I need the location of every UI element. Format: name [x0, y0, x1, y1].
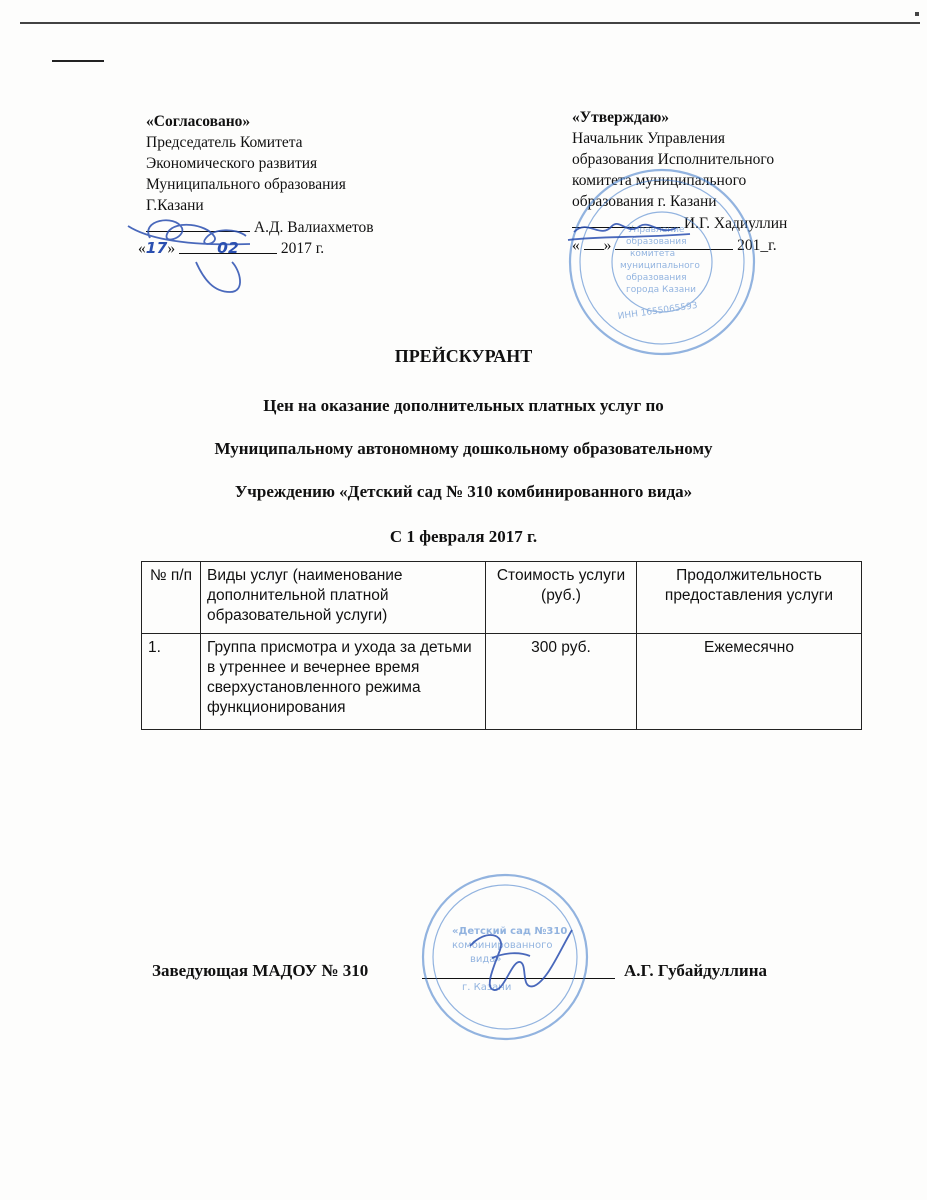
svg-text:образования: образования [626, 237, 687, 247]
svg-text:комитета: комитета [630, 249, 676, 259]
approval-approved-heading: «Утверждаю» [572, 109, 670, 126]
approval-agreed-heading: «Согласовано» [146, 113, 251, 130]
document-title: ПРЕЙСКУРАНТ [394, 346, 533, 366]
header-price: Стоимость услуги (руб.) [486, 562, 637, 634]
header-service: Виды услуг (наименование дополнительной платной образовательной услуги) [201, 562, 486, 634]
date-close-quote: » [603, 237, 612, 254]
approval-agreed-signer: А.Д. Валиахметов [253, 219, 374, 236]
svg-text:города Казани: города Казани [626, 285, 696, 295]
approval-agreed-line4: Г.Казани [146, 197, 204, 214]
official-stamp-top [570, 170, 754, 354]
approval-agreed-line2: Экономического развития [146, 155, 318, 172]
approval-approved-line2: образования Исполнительного [572, 151, 775, 168]
svg-text:муниципального: муниципального [620, 261, 700, 271]
approval-approved-signer: И.Г. Хадиуллин [683, 215, 788, 232]
signature-left [128, 220, 250, 292]
date-year: 201_г. [737, 237, 777, 254]
date-open-quote: « [572, 237, 580, 254]
kindergarten-stamp [423, 875, 587, 1039]
date-close-quote: » [167, 240, 176, 257]
title-line-1: Цен на оказание дополнительных платных услуг по [263, 396, 664, 415]
title-line-3: Учреждению «Детский сад № 310 комбинированного вида» [234, 482, 693, 501]
approval-agreed-line3: Муниципального образования [146, 176, 346, 193]
title-date: С 1 февраля 2017 г. [389, 527, 538, 546]
svg-text:комбинированного: комбинированного [452, 940, 553, 951]
approval-approved-line3: комитета муниципального [572, 172, 747, 189]
svg-text:«Детский сад №310: «Детский сад №310 [452, 926, 568, 937]
cell-number: 1. [142, 634, 201, 730]
svg-text:Управление: Управление [628, 225, 685, 235]
approval-approved-line4: образования г. Казани [572, 193, 717, 210]
cell-price: 300 руб. [486, 634, 637, 730]
approval-approved-line1: Начальник Управления [572, 130, 726, 147]
cell-duration: Ежемесячно [637, 634, 862, 730]
footer-position: Заведующая МАДОУ № 310 [152, 961, 369, 980]
footer-name: А.Г. Губайдуллина [624, 961, 768, 980]
cell-service: Группа присмотра и ухода за детьми в утреннее и вечернее время сверхустановленного режима функционирования [201, 634, 486, 730]
title-line-2: Муниципальному автономному дошкольному образовательному [214, 439, 713, 458]
svg-text:вида»: вида» [470, 954, 502, 965]
date-year: 2017 г. [280, 240, 325, 257]
date-day: 17 [145, 239, 168, 257]
date-month: 02 [217, 239, 239, 257]
svg-text:г. Казани: г. Казани [462, 982, 512, 993]
date-open-quote: « [138, 240, 146, 257]
approval-agreed-line1: Председатель Комитета [146, 134, 303, 151]
header-duration: Продолжительность предоставления услуги [637, 562, 862, 634]
svg-text:образования: образования [626, 273, 687, 283]
svg-text:ИНН 1655065593: ИНН 1655065593 [617, 300, 699, 323]
header-number: № п/п [142, 562, 201, 634]
